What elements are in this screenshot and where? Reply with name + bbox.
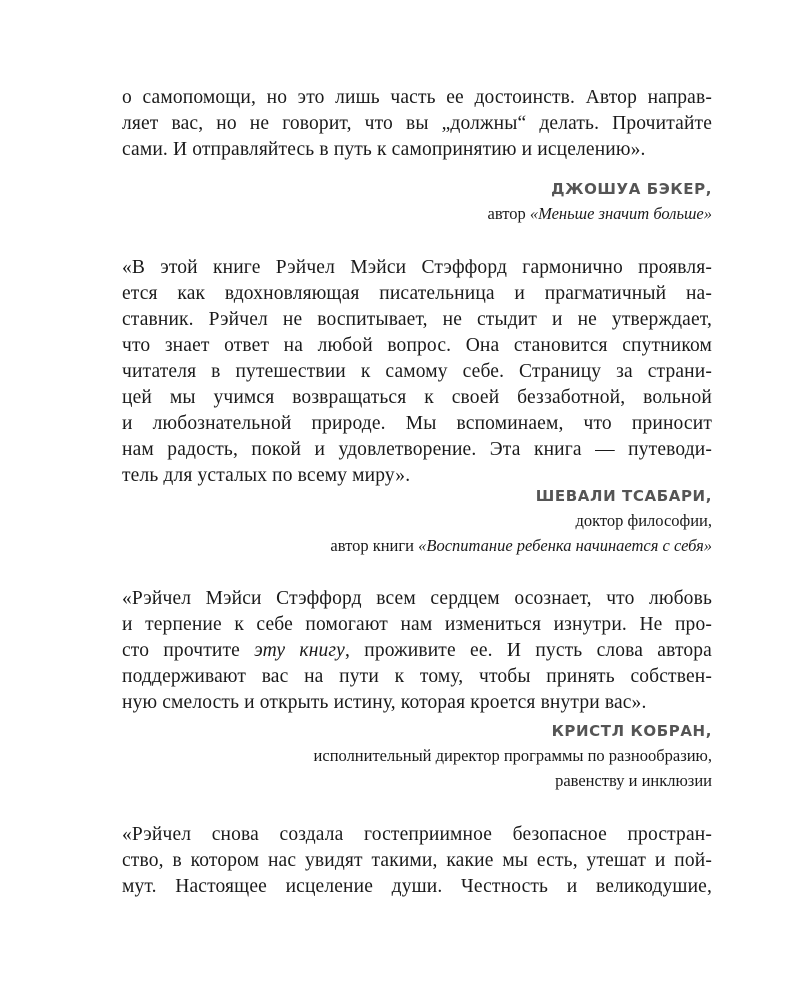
attribution-author-role <box>112 533 712 558</box>
review-3-text <box>122 586 712 716</box>
attribution-author-role: исполнительный директор программы по разнообразию, <box>313 746 712 765</box>
attribution-author-name: ДЖОШУА БЭКЕР, <box>551 180 712 198</box>
attribution-author-role <box>112 201 712 226</box>
text-line: «Рэйчел Мэйси Стэффорд всем сердцем осознает, что любовь <box>122 588 712 609</box>
attribution-3 <box>112 719 712 793</box>
attribution-author-degree: доктор философии, <box>575 511 712 530</box>
text-fragment: , проживите ее. И пусть слова автора <box>345 640 712 661</box>
text-line: нам радость, покой и удовлетворение. Эта книга — путеводи- <box>122 439 712 460</box>
attribution-author-name: ШЕВАЛИ ТСАБАРИ, <box>535 487 712 505</box>
text-line: мут. Настоящее исцеление души. Честность и великодушие, <box>122 876 712 897</box>
text-line: о самопомощи, но это лишь часть ее достоинств. Автор направ- <box>122 87 712 108</box>
text-line: ную смелость и открыть истину, которая кроется внутри вас». <box>122 692 647 713</box>
review-4-text <box>122 822 712 900</box>
text-line: и терпение к себе помогают нам измениться изнутри. Не про- <box>122 614 712 635</box>
text-line: поддерживают вас на пути к тому, чтобы принять собствен- <box>122 666 712 687</box>
attribution-1 <box>112 177 712 226</box>
text-line: ство, в котором нас увидят такими, какие мы есть, утешат и пой- <box>122 850 712 871</box>
attribution-book-title: «Меньше значит больше» <box>529 204 712 223</box>
attribution-book-title: «Воспитание ребенка начинается с себя» <box>418 536 712 555</box>
review-1-text <box>122 85 712 163</box>
text-line: цей мы учимся возвращаться к своей беззаботной, вольной <box>122 387 712 408</box>
text-fragment: сто прочтите <box>122 640 255 661</box>
text-line: ставник. Рэйчел не воспитывает, не стыдит и не утверждает, <box>122 309 712 330</box>
attribution-role-prefix: автор <box>487 204 530 223</box>
text-line: что знает ответ на любой вопрос. Она становится спутником <box>122 335 712 356</box>
attribution-2 <box>112 484 712 558</box>
text-line: тель для усталых по всему миру». <box>122 465 411 486</box>
text-line: «Рэйчел снова создала гостеприимное безопасное простран- <box>122 824 712 845</box>
text-line: сами. И отправляйтесь в путь к самопринятию и исцелению». <box>122 139 646 160</box>
attribution-author-role: равенству и инклюзии <box>555 771 712 790</box>
attribution-role-prefix: автор книги <box>330 536 419 555</box>
text-line: ется как вдохновляющая писательница и прагматичный на- <box>122 283 712 304</box>
italic-book-reference: эту книгу <box>254 640 345 661</box>
text-line: «В этой книге Рэйчел Мэйси Стэффорд гармонично проявля- <box>122 257 712 278</box>
review-2-text <box>122 255 712 489</box>
text-line: и любознательной природе. Мы вспоминаем, что приносит <box>122 413 712 434</box>
text-line: читателя в путешествии к самому себе. Страницу за страни- <box>122 361 712 382</box>
attribution-author-name: КРИСТЛ КОБРАН, <box>551 722 712 740</box>
text-line: ляет вас, но не говорит, что вы „должны“ делать. Прочитайте <box>122 113 712 134</box>
text-line <box>122 638 712 664</box>
